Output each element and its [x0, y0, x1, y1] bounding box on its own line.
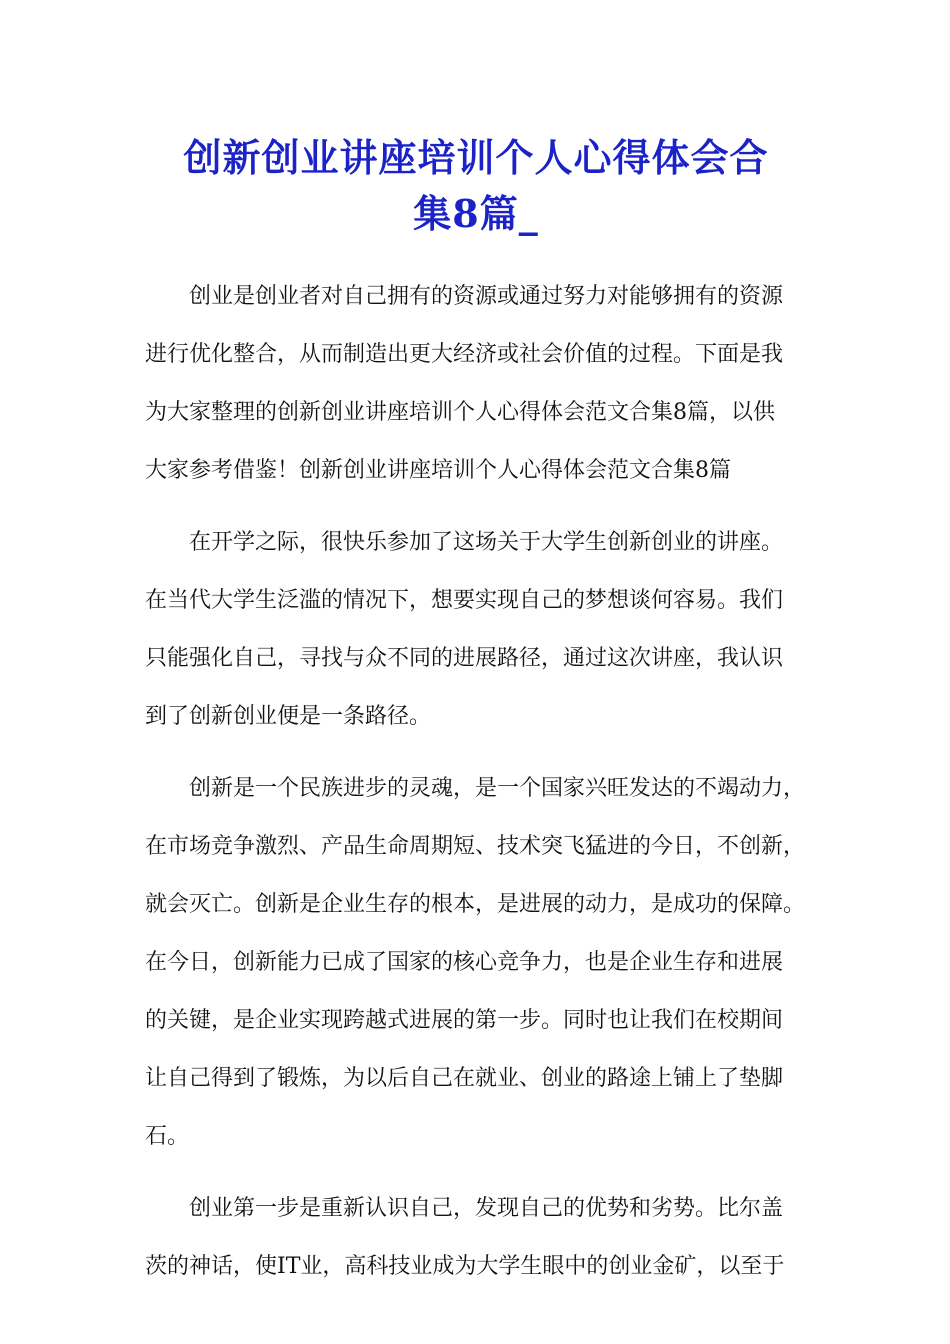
title-line-2: 集8篇_ — [413, 191, 539, 236]
paragraph-intro — [145, 268, 807, 500]
paragraph-2 — [145, 514, 807, 746]
paragraph-4 — [145, 1180, 807, 1296]
text-line: 在开学之际，很快乐参加了这场关于大学生创新创业的讲座。 — [189, 530, 784, 555]
text-line: 创新是一个民族进步的灵魂，是一个国家兴旺发达的不竭动力， — [189, 776, 806, 801]
text-line: 在市场竞争激烈、产品生命周期短、技术突飞猛进的今日，不创新， — [145, 834, 806, 859]
text-line: 创业是创业者对自己拥有的资源或通过努力对能够拥有的资源 — [189, 284, 784, 309]
paragraph-3 — [145, 760, 807, 1166]
text-line: 大家参考借鉴！创新创业讲座培训个人心得体会范文合集8篇 — [145, 458, 731, 483]
title-line-1: 创新创业讲座培训个人心得体会合 — [183, 135, 769, 180]
text-line: 的关键，是企业实现跨越式进展的第一步。同时也让我们在校期间 — [145, 1008, 784, 1033]
text-line: 在今日，创新能力已成了国家的核心竞争力，也是企业生存和进展 — [145, 950, 784, 975]
text-line: 只能强化自己，寻找与众不同的进展路径，通过这次讲座，我认识 — [145, 646, 784, 671]
text-line: 到了创新创业便是一条路径。 — [145, 704, 432, 729]
text-line: 在当代大学生泛滥的情况下，想要实现自己的梦想谈何容易。我们 — [145, 588, 784, 613]
document-body — [145, 268, 807, 1296]
document-title — [145, 130, 807, 242]
text-line: 为大家整理的创新创业讲座培训个人心得体会范文合集8篇，以供 — [145, 400, 775, 425]
text-line: 茨的神话，使IT业，高科技业成为大学生眼中的创业金矿，以至于 — [145, 1254, 785, 1279]
text-line: 创业第一步是重新认识自己，发现自己的优势和劣势。比尔盖 — [189, 1196, 784, 1221]
text-line: 就会灭亡。创新是企业生存的根本，是进展的动力，是成功的保障。 — [145, 892, 806, 917]
text-line: 石。 — [145, 1124, 190, 1149]
text-line: 进行优化整合，从而制造出更大经济或社会价值的过程。下面是我 — [145, 342, 784, 367]
text-line: 让自己得到了锻炼，为以后自己在就业、创业的路途上铺上了垫脚 — [145, 1066, 784, 1091]
